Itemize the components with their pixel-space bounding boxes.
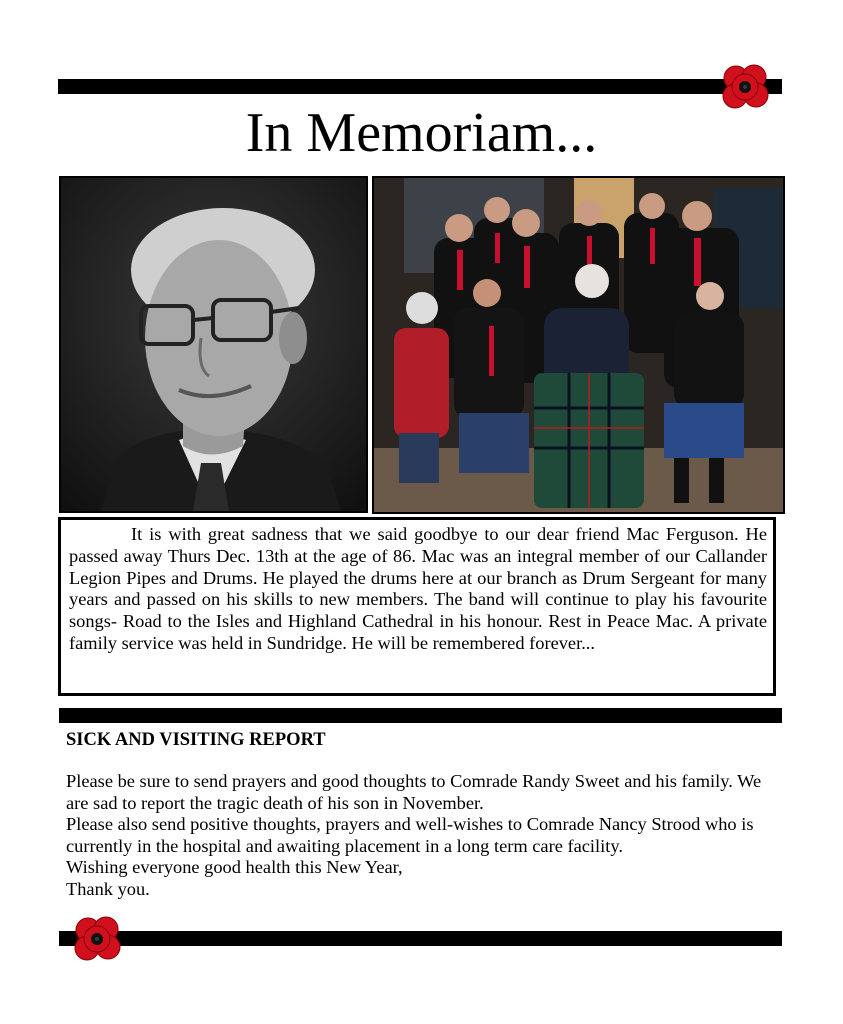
- report-body: [66, 771, 778, 901]
- page-title: In Memoriam...: [245, 102, 598, 164]
- middle-rule: [59, 708, 782, 723]
- portrait-photo: [59, 176, 368, 513]
- bottom-rule: [59, 931, 782, 946]
- top-rule: [58, 79, 782, 94]
- group-photo: [372, 176, 785, 514]
- poppy-icon: [72, 914, 122, 964]
- memoriam-paragraph: It is with great sadness that we said goodbye to our dear friend Mac Ferguson. He passed away Thurs Dec. 13th at the age of 86. Mac was an integral member of our Callander Legion Pipes and Drums. He played the drums here at our branch as Drum Sergeant for many years and passed on his skills to new members. The band will continue to play his favourite songs- Road to the Isles and Highland Cathedral in his honour. Rest in Peace Mac. A private family service was held in Sundridge. He will be remembered forever...: [69, 524, 767, 653]
- report-line: Please be sure to send prayers and good thoughts to Comrade Randy Sweet and his family. We are sad to report the tragic death of his son in November.: [66, 771, 762, 813]
- report-line: Thank you.: [66, 878, 150, 899]
- report-line: Wishing everyone good health this New Year,: [66, 857, 403, 878]
- report-line: Please also send positive thoughts, prayers and well-wishes to Comrade Nancy Strood who is currently in the hospital and awaiting placement in a long term care facility.: [66, 814, 754, 856]
- section-heading: SICK AND VISITING REPORT: [66, 730, 326, 750]
- memoriam-text-box: [58, 517, 776, 696]
